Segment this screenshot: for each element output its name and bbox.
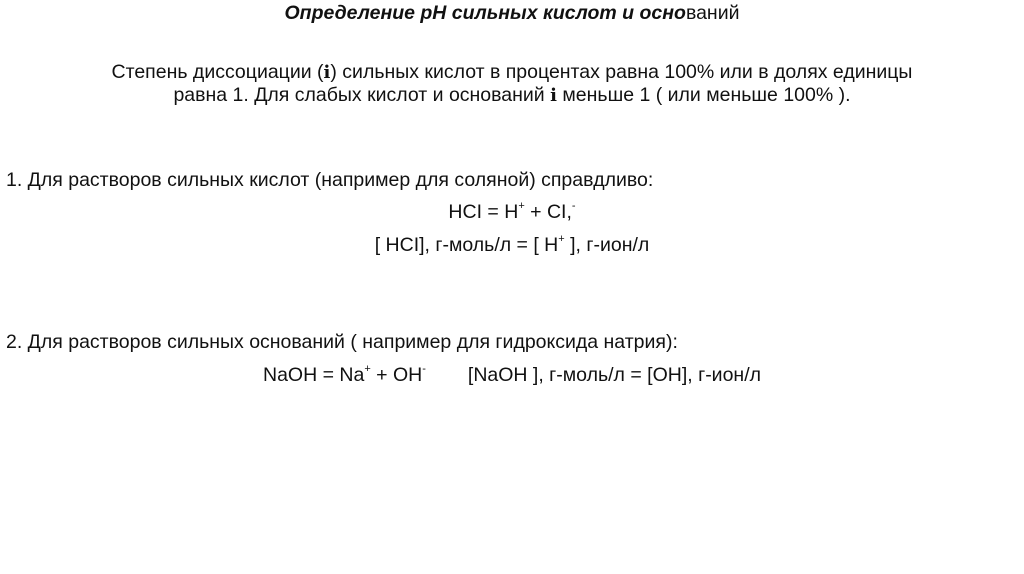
intro-line-2 bbox=[0, 84, 1024, 107]
section1-heading: 1. Для растворов сильных кислот (например для соляной) справдливо: bbox=[6, 169, 654, 191]
dissociation-symbol: i bbox=[323, 62, 331, 83]
section1-equation-2 bbox=[0, 234, 1024, 256]
intro-text: меньше 1 ( или меньше 100% ). bbox=[556, 84, 851, 106]
superscript: + bbox=[364, 362, 371, 375]
section2-equation bbox=[0, 364, 1024, 386]
superscript: - bbox=[422, 362, 426, 375]
equation-text: [ HCI], г-моль/л = [ H bbox=[374, 234, 559, 256]
intro-text: ) сильных кислот в процентах равна 100% или в долях единицы bbox=[330, 61, 913, 83]
superscript: + bbox=[558, 232, 565, 245]
equation-text: ], г-ион/л bbox=[564, 234, 650, 256]
section2-heading: 2. Для растворов сильных оснований ( например для гидроксида натрия): bbox=[6, 331, 678, 353]
title-regular-part: ваний bbox=[685, 2, 740, 24]
intro-line-1 bbox=[0, 61, 1024, 84]
superscript: - bbox=[571, 199, 576, 212]
equation-text: NaOH = Na bbox=[262, 364, 365, 386]
superscript: + bbox=[518, 199, 525, 212]
title-bold-part: Определение pH сильных кислот и осно bbox=[284, 2, 686, 24]
section1-equation-1 bbox=[0, 201, 1024, 223]
slide-title bbox=[0, 2, 1024, 24]
equation-text: + CI, bbox=[524, 201, 572, 223]
equation-text: HCI = H bbox=[448, 201, 519, 223]
intro-text: Степень диссоциации ( bbox=[111, 61, 324, 83]
intro-text: равна 1. Для слабых кислот и оснований bbox=[173, 84, 551, 106]
dissociation-symbol: i bbox=[550, 85, 557, 106]
equation-text: + OH bbox=[370, 364, 423, 386]
equation-text: [NaOH ], г-моль/л = [OH], г-ион/л bbox=[467, 364, 761, 386]
